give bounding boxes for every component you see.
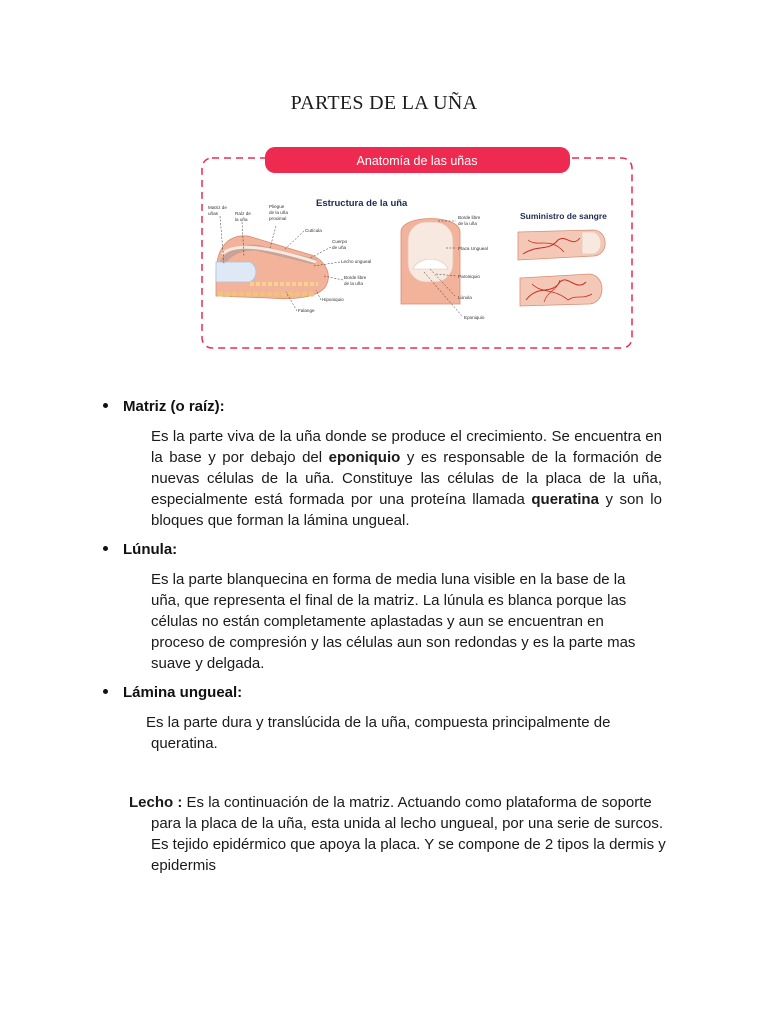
section-text-lecho: Es la continuación de la matriz. Actuando como plataforma de soporte para la placa de la uña, esta unida al lecho ungueal, por una serie de surcos. Es tejido epidérmico que apoya la placa. Y se compone de 2 tipos la dermis y epidermis [151, 794, 666, 874]
section-title-lamina [103, 684, 242, 701]
label-borde-izq: Borde libre de la uña [344, 275, 367, 286]
label-eponiquio: Eponiquio [464, 315, 485, 320]
blood-supply-bottom [520, 274, 602, 306]
section-text-lunula: Es la parte blanquecina en forma de media luna visible en la base de la uña, que representa el final de la matriz. La lúnula es blanca porque las células no están completamente aplastadas y aun se encuentran en proceso de compresión y las células aun son redondas y es la parte mas suave y delgada. [151, 571, 636, 672]
label-hiponiquio: Hiponiquio [322, 297, 344, 302]
label-cuticula: Cutícula [305, 228, 322, 233]
label-lecho: Lecho ungueal [341, 259, 372, 264]
nail-anatomy-figure [198, 144, 636, 354]
blood-supply-heading: Suministro de sangre [520, 211, 607, 221]
section-title-matriz [103, 398, 225, 415]
section-title-text: Matriz (o raíz): [123, 398, 225, 415]
structure-heading: Estructura de la uña [316, 198, 408, 209]
section-title-lunula [103, 541, 177, 558]
label-borde-der: Borde libre de la uña [458, 215, 481, 226]
section-text-matriz: Es la parte viva de la uña donde se produce el crecimiento. Se encuentra en la base y por debajo del eponiquio y es responsable de la formación de nuevas células de la uña. Constituye las células de la placa de la uña, especialmente está formada por una proteína llamada queratina y son lo bloques que forman la lámina ungueal. [151, 428, 662, 529]
nail-front-view [401, 219, 460, 305]
blood-supply-top [518, 230, 605, 260]
section-title-text: Lúnula: [123, 541, 178, 558]
section-title-lecho: Lecho : [129, 794, 183, 811]
page-title: PARTES DE LA UÑA [290, 92, 478, 114]
label-matriz: Matriz de uñas [208, 205, 227, 216]
bullet-icon [103, 546, 108, 551]
label-lunula: Lúnula [458, 295, 472, 300]
label-falange: Falange [298, 308, 315, 313]
label-pliegue: Pliegue de la uña proximal [269, 204, 288, 221]
section-title-text: Lámina ungueal: [123, 684, 243, 701]
section-lecho [129, 792, 671, 876]
label-cuerpo: Cuerpo de uña [332, 239, 348, 250]
label-raiz: Raíz de la uña [235, 211, 251, 222]
bullet-icon [103, 403, 108, 408]
label-placa: Placa Ungueal [458, 246, 488, 251]
bullet-icon [103, 689, 108, 694]
finger-cross-section [216, 236, 328, 299]
section-text-lamina: Es la parte dura y translúcida de la uña, compuesta principalmente de queratina. [146, 714, 611, 752]
figure-banner-text: Anatomía de las uñas [356, 154, 478, 168]
label-paroniquio: Paroniquio [458, 274, 480, 279]
